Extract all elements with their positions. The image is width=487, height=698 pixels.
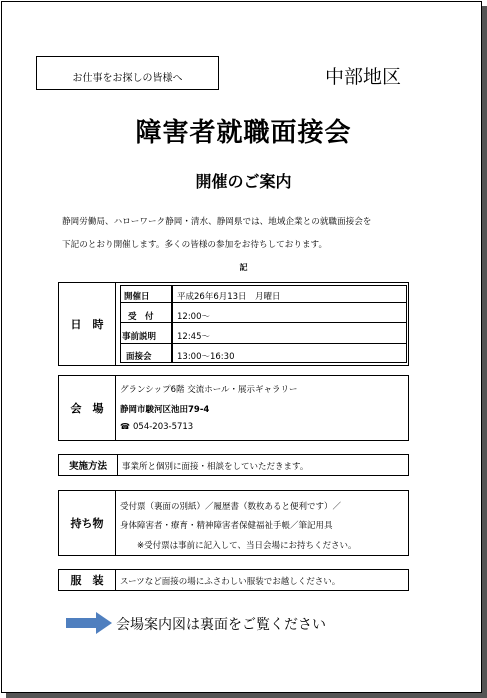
schedule-value: 12:00～ <box>177 312 210 322</box>
arrow-right-icon <box>66 612 112 634</box>
dress-divider <box>115 569 116 591</box>
page-subtitle: 開催のご案内 <box>195 172 292 191</box>
schedule-value: 平成26年6月13日 月曜日 <box>177 292 281 302</box>
method-divider <box>117 454 118 476</box>
intro-line-1: 静岡労働局、ハローワーク静岡・清水、静岡県では、地域企業との就職面接会を <box>62 217 372 227</box>
method-text: 事業所と個別に面接・相談をしていただきます。 <box>122 462 309 472</box>
footer-note: 会場案内図は裏面をご覧ください <box>116 617 326 633</box>
schedule-divider <box>115 282 116 366</box>
schedule-row-line <box>120 343 407 344</box>
notice-text: お仕事をお探しの皆様へ <box>72 73 183 84</box>
venue-divider <box>115 375 116 441</box>
telephone-icon: ☎ <box>120 422 130 431</box>
schedule-row-line <box>120 322 407 323</box>
items-line: 身体障害者・療育・精神障害者保健福祉手帳／筆記用具 <box>120 521 333 531</box>
schedule-value: 12:45～ <box>177 332 210 342</box>
schedule-key: 面接会 <box>126 352 152 362</box>
intro-paragraph <box>62 211 432 257</box>
items-note: ※受付票は事前に記入して、当日会場にお持ちください。 <box>137 541 357 551</box>
venue-label: 会 場 <box>70 402 104 415</box>
dress-text: スーツなど面接の場にふさわしい服装でお越しください。 <box>120 577 341 587</box>
page-title: 障害者就職面接会 <box>135 118 352 148</box>
venue-address: 静岡市駿河区池田79-4 <box>120 405 210 415</box>
venue-name: グランシップ6階 交流ホール・展示ギャラリー <box>120 385 298 395</box>
intro-line-2: 下記のとおり開催します。多くの皆様の参加をお待ちしております。 <box>62 240 328 250</box>
items-divider <box>115 490 116 556</box>
method-label: 実施方法 <box>68 461 107 472</box>
schedule-key: 事前説明 <box>122 332 157 342</box>
schedule-key: 受 付 <box>128 312 154 322</box>
schedule-value: 13:00～16:30 <box>177 352 235 362</box>
items-line: 受付票（裏面の別紙）／履歴書（数枚あると便利です）／ <box>120 502 342 512</box>
schedule-label: 日 時 <box>70 318 104 331</box>
schedule-key: 開催日 <box>124 292 150 302</box>
dress-label: 服 装 <box>70 574 104 587</box>
items-label: 持ち物 <box>70 517 104 530</box>
ki-heading: 記 <box>239 263 248 272</box>
region-label: 中部地区 <box>325 66 402 88</box>
venue-tel: 054-203-5713 <box>133 422 194 432</box>
schedule-row-line <box>120 302 407 303</box>
notice-box <box>36 56 219 90</box>
